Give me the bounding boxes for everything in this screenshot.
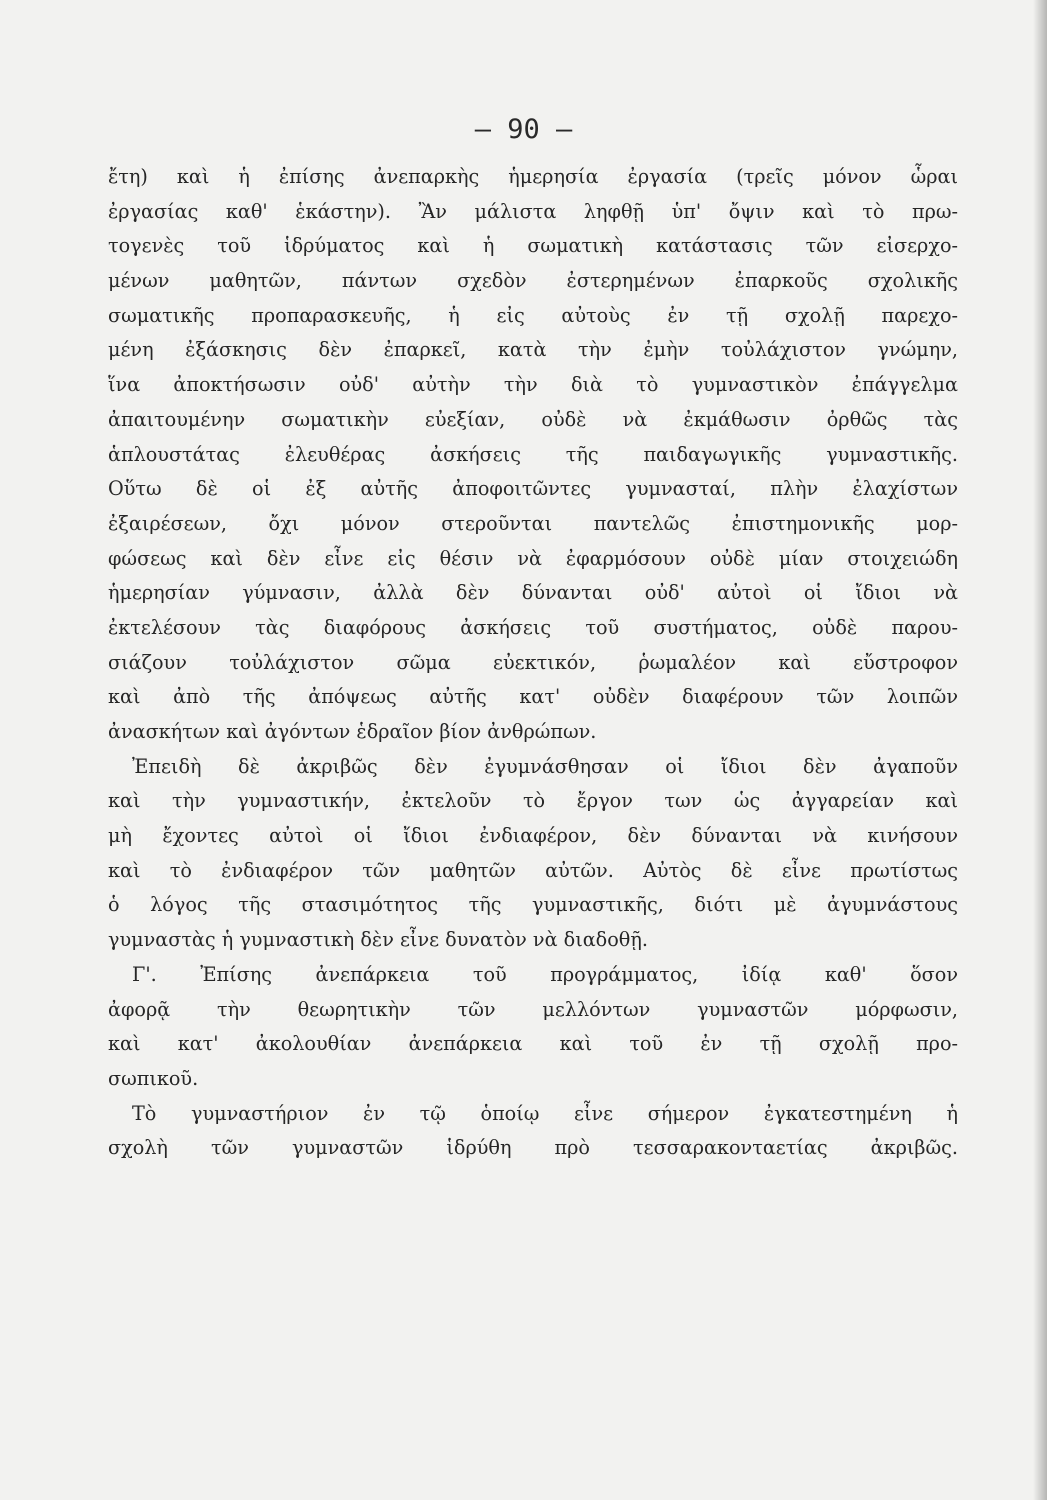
text-line-6: μένη ἐξάσκησις δὲν ἐπαρκεῖ, κατὰ τὴν ἐμὴν τοὐλάχιστον γνώμην,: [108, 338, 958, 362]
text-line-4: μένων μαθητῶν, πάντων σχεδὸν ἐστερημένων ἐπαρκοῦς σχολικῆς: [108, 269, 958, 293]
text-line-19: καὶ τὴν γυμναστικήν, ἐκτελοῦν τὸ ἔργον των ὡς ἀγγαρείαν καὶ: [108, 789, 958, 813]
text-line-9: ἁπλουστάτας ἐλευθέρας ἀσκήσεις τῆς παιδαγωγικῆς γυμναστικῆς.: [108, 442, 958, 466]
text-line-8: ἀπαιτουμένην σωματικὴν εὐεξίαν, οὐδὲ νὰ ἐκμάθωσιν ὀρθῶς τὰς: [108, 407, 958, 431]
text-line-25: ἀφορᾷ τὴν θεωρητικὴν τῶν μελλόντων γυμναστῶν μόρφωσιν,: [108, 997, 958, 1021]
text-line-24: Γ'. Ἐπίσης ἀνεπάρκεια τοῦ προγράμματος, ἰδίᾳ καθ' ὅσον: [132, 962, 958, 986]
body-text: [108, 160, 958, 1166]
text-line-15: σιάζουν τοὐλάχιστον σῶμα εὐεκτικόν, ῥωμαλέον καὶ εὔστροφον: [108, 650, 958, 674]
text-line-1: ἔτη) καὶ ἡ ἐπίσης ἀνεπαρκὴς ἡμερησία ἐργασία (τρεῖς μόνον ὧραι: [108, 165, 958, 188]
text-line-2: ἐργασίας καθ' ἑκάστην). Ἂν μάλιστα ληφθῇ ὑπ' ὄψιν καὶ τὸ πρω-: [108, 199, 958, 223]
text-line-27: σωπικοῦ.: [108, 1066, 199, 1090]
text-line-20: μὴ ἔχοντες αὐτοὶ οἱ ἴδιοι ἐνδιαφέρον, δὲν δύνανται νὰ κινήσουν: [108, 824, 958, 848]
text-line-3: τογενὲς τοῦ ἱδρύματος καὶ ἡ σωματικὴ κατάστασις τῶν εἰσερχο-: [108, 234, 958, 258]
page-number: — 90 —: [474, 114, 573, 145]
text-line-18: Ἐπειδὴ δὲ ἀκριβῶς δὲν ἐγυμνάσθησαν οἱ ἴδιοι δὲν ἀγαποῦν: [132, 754, 958, 778]
text-line-29: σχολὴ τῶν γυμναστῶν ἱδρύθη πρὸ τεσσαρακονταετίας ἀκριβῶς.: [108, 1136, 958, 1160]
text-line-16: καὶ ἀπὸ τῆς ἀπόψεως αὐτῆς κατ' οὐδὲν διαφέρουν τῶν λοιπῶν: [108, 685, 958, 709]
text-line-13: ἡμερησίαν γύμνασιν, ἀλλὰ δὲν δύνανται οὐδ' αὐτοὶ οἱ ἴδιοι νὰ: [108, 581, 958, 605]
text-line-17: ἀνασκήτων καὶ ἀγόντων ἑδραῖον βίον ἀνθρώπων.: [108, 720, 597, 743]
text-line-14: ἐκτελέσουν τὰς διαφόρους ἀσκήσεις τοῦ συστήματος, οὐδὲ παρου-: [108, 615, 958, 639]
text-line-11: ἐξαιρέσεων, ὄχι μόνον στεροῦνται παντελῶς ἐπιστημονικῆς μορ-: [108, 511, 958, 535]
text-line-5: σωματικῆς προπαρασκευῆς, ἡ εἰς αὐτοὺς ἐν τῇ σχολῇ παρεχο-: [108, 303, 958, 327]
page-edge-shadow: [1033, 0, 1047, 1500]
text-line-26: καὶ κατ' ἀκολουθίαν ἀνεπάρκεια καὶ τοῦ ἐν τῇ σχολῇ προ-: [108, 1032, 958, 1056]
text-line-10: Οὕτω δὲ οἱ ἐξ αὐτῆς ἀποφοιτῶντες γυμνασταί, πλὴν ἐλαχίστων: [108, 477, 958, 501]
text-line-28: Τὸ γυμναστήριον ἐν τῷ ὁποίῳ εἶνε σήμερον ἐγκατεστημένη ἡ: [132, 1101, 958, 1125]
text-line-22: ὁ λόγος τῆς στασιμότητος τῆς γυμναστικῆς, διότι μὲ ἀγυμνάστους: [108, 893, 958, 917]
text-line-7: ἵνα ἀποκτήσωσιν οὐδ' αὐτὴν τὴν διὰ τὸ γυμναστικὸν ἐπάγγελμα: [108, 373, 958, 397]
text-line-12: φώσεως καὶ δὲν εἶνε εἰς θέσιν νὰ ἐφαρμόσουν οὐδὲ μίαν στοιχειώδη: [108, 546, 958, 570]
text-line-23: γυμναστὰς ἡ γυμναστικὴ δὲν εἶνε δυνατὸν νὰ διαδοθῇ.: [108, 928, 648, 952]
text-line-21: καὶ τὸ ἐνδιαφέρον τῶν μαθητῶν αὐτῶν. Αὐτὸς δὲ εἶνε πρωτίστως: [108, 858, 958, 882]
